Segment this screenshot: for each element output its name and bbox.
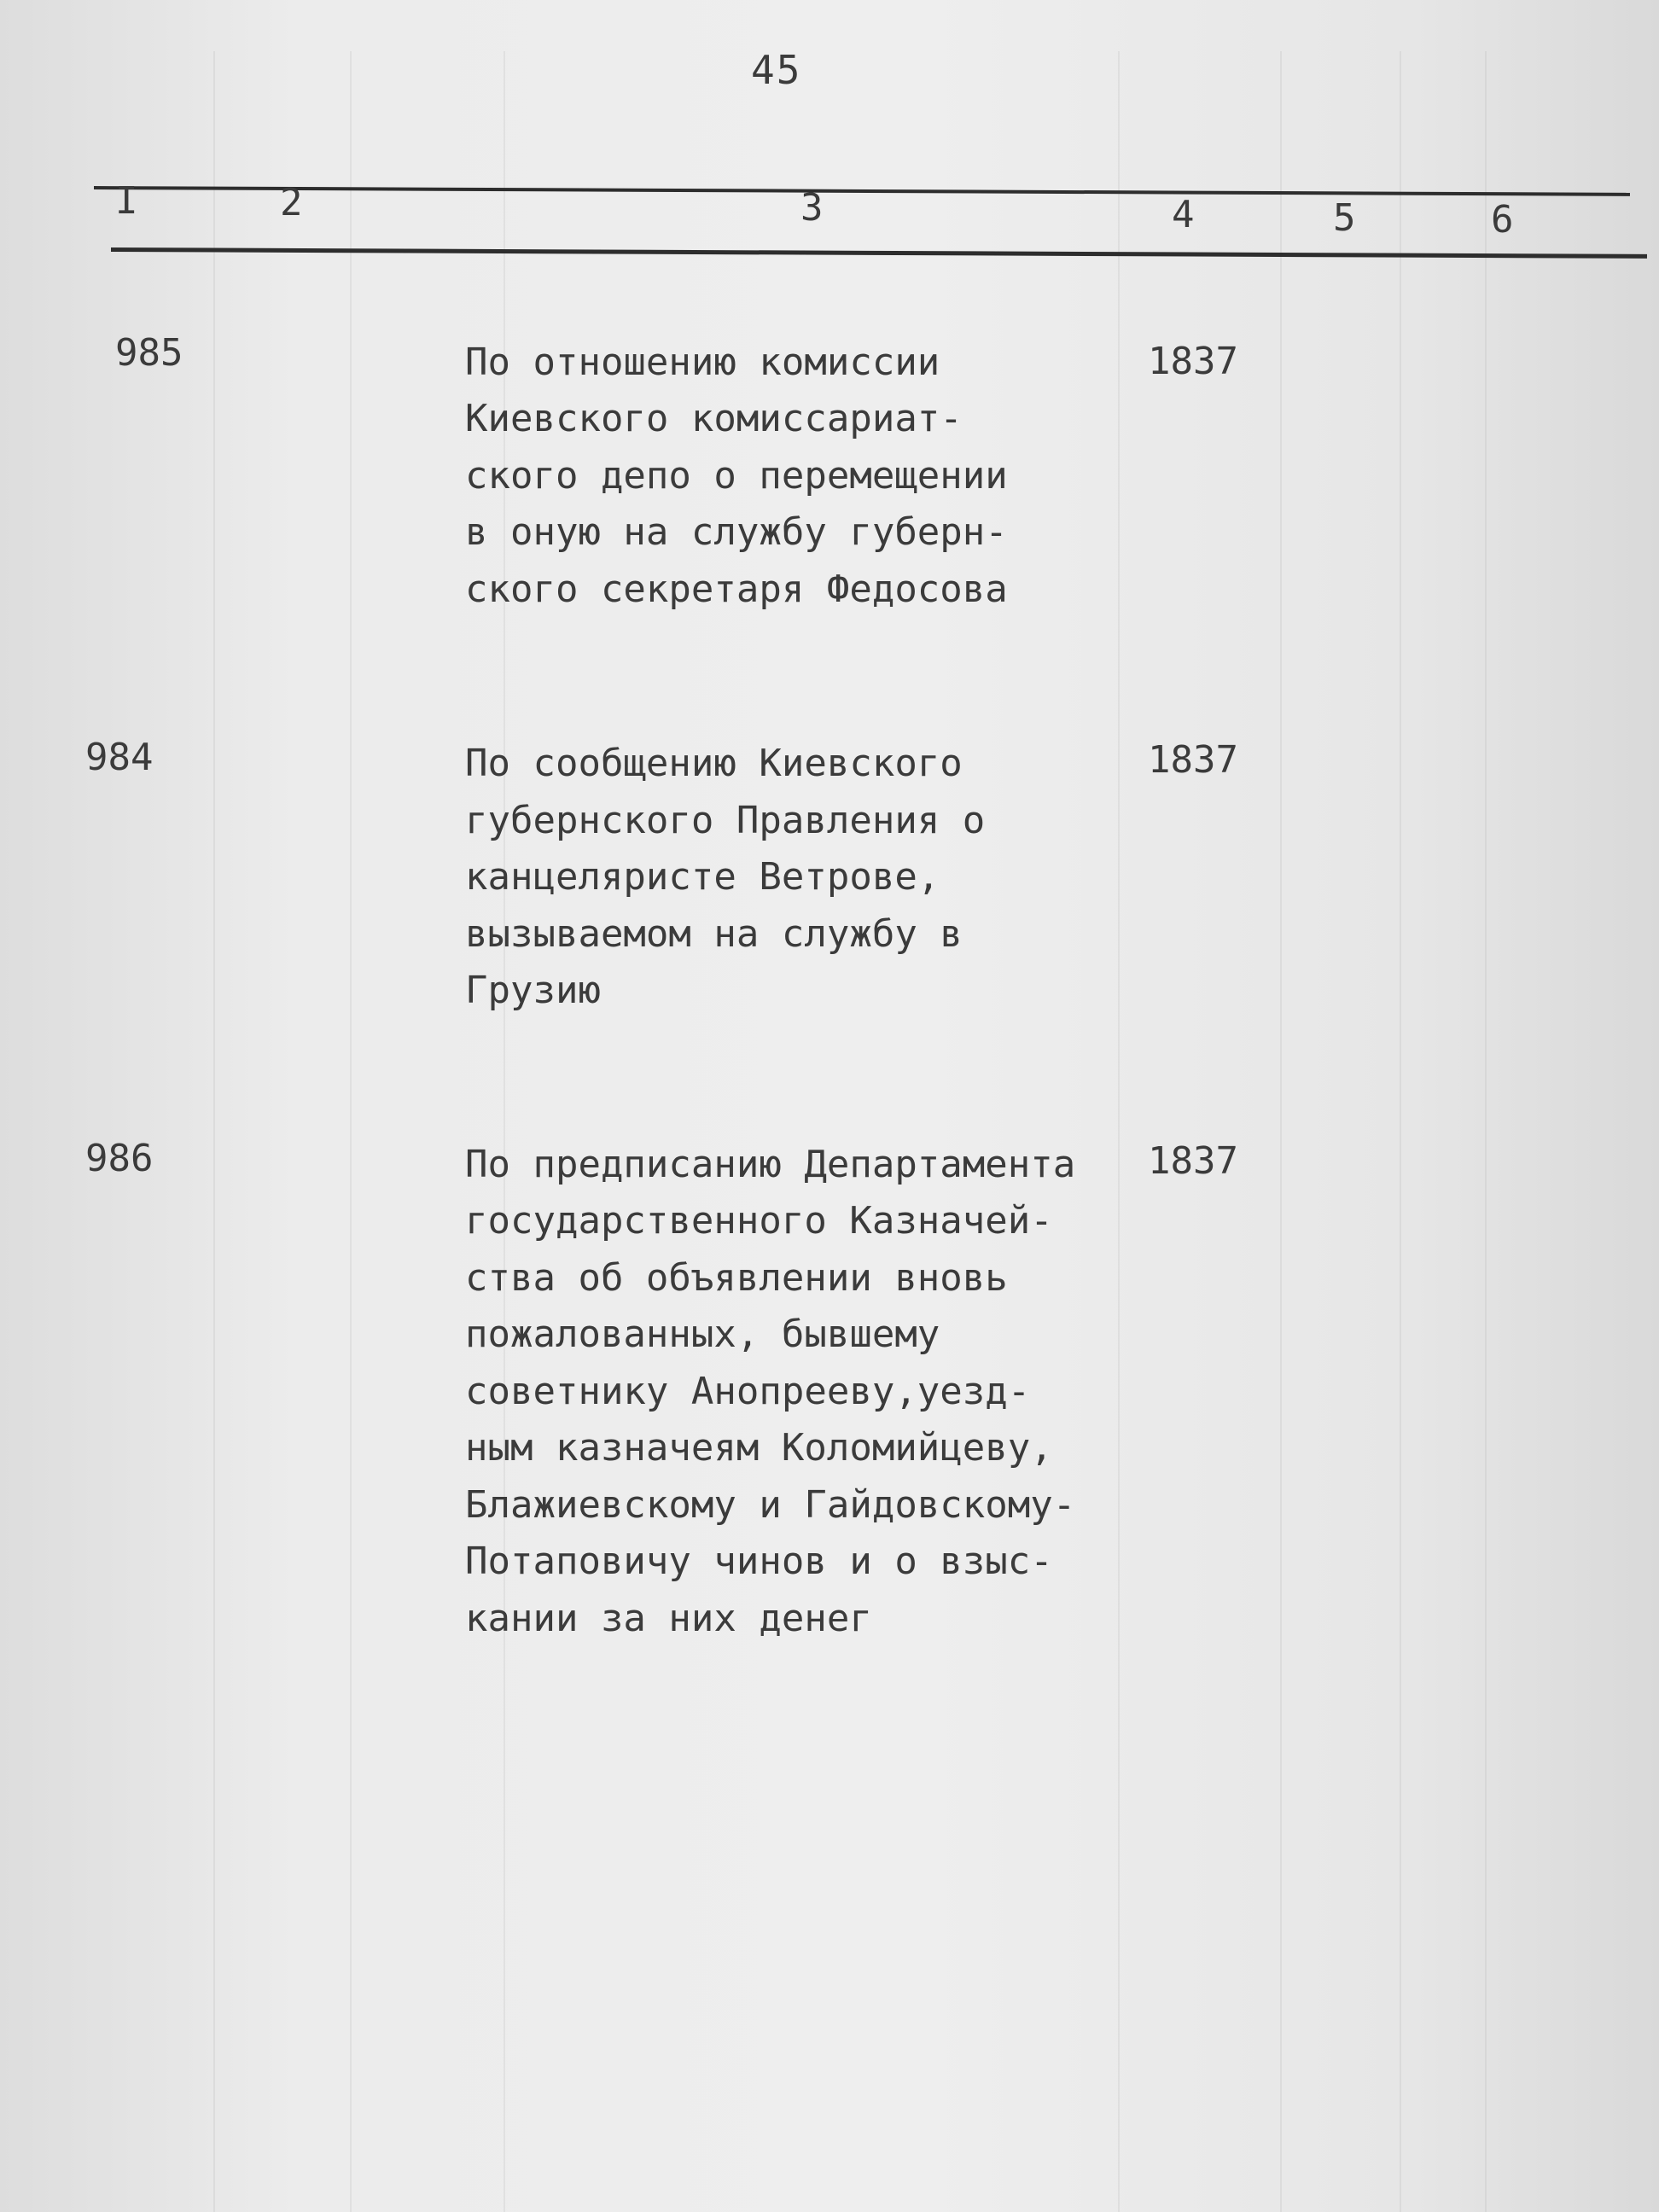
entry-text-line: в оную на службу губерн-	[465, 510, 1008, 554]
entry-text-line: Потаповичу чинов и о взыс-	[465, 1540, 1053, 1583]
entry-number: 985	[115, 331, 183, 375]
entry-text-line: ского депо о перемещении	[465, 454, 1008, 498]
faint-column-line	[1400, 51, 1401, 2212]
faint-column-line	[350, 51, 352, 2212]
entry-text-line: По предписанию Департамента	[465, 1143, 1076, 1186]
entry-text-line: По сообщению Киевского	[465, 742, 963, 785]
entry-text-line: губернского Правления о	[465, 799, 986, 842]
faint-column-line	[213, 51, 215, 2212]
column-header-1: I	[115, 179, 138, 223]
column-header-5: 5	[1333, 196, 1356, 240]
entry-text-line: Киевского комиссариат-	[465, 397, 963, 440]
entry-text-line: канцеляристе Ветрове,	[465, 855, 940, 899]
column-header-6: 6	[1491, 198, 1514, 242]
entry-text-line: Грузию	[465, 969, 601, 1012]
page-number: 45	[751, 47, 802, 93]
entry-text-line: кании за них денег	[465, 1597, 872, 1640]
entry-number: 984	[85, 736, 154, 779]
entry-text-line: ным казначеям Коломийцеву,	[465, 1426, 1053, 1470]
entry-text-line: пожалованных, бывшему	[465, 1313, 940, 1356]
entry-text-line: советнику Анопрееву,уезд-	[465, 1370, 1031, 1413]
entry-text-line: государственного Казначей-	[465, 1199, 1053, 1243]
faint-column-line	[1485, 51, 1487, 2212]
entry-text-line: Блажиевскому и Гайдовскому-	[465, 1483, 1076, 1527]
faint-column-line	[1280, 51, 1282, 2212]
entry-date: 1837	[1148, 738, 1238, 782]
column-header-3: 3	[800, 186, 824, 230]
entry-text-line: ского секретаря Федосова	[465, 568, 1008, 611]
entry-text-line: вызываемом на службу в	[465, 912, 963, 956]
entry-text-line: По отношению комиссии	[465, 341, 940, 384]
entry-date: 1837	[1148, 340, 1238, 383]
column-header-4: 4	[1172, 193, 1195, 236]
column-header-2: 2	[280, 181, 303, 224]
entry-number: 986	[85, 1137, 154, 1180]
entry-text-line: ства об объявлении вновь	[465, 1256, 1008, 1300]
faint-column-line	[1118, 51, 1120, 2212]
entry-date: 1837	[1148, 1139, 1238, 1183]
